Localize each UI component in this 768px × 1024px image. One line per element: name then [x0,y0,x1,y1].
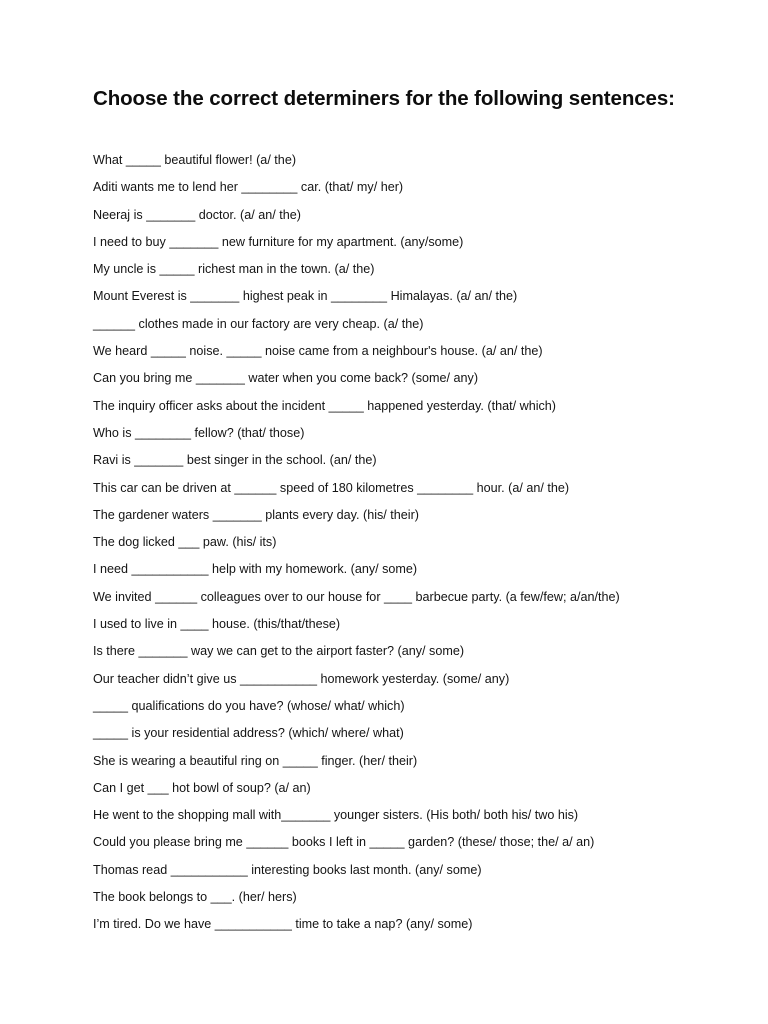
question-item: The book belongs to ___. (her/ hers) [93,890,297,905]
question-item: _____ qualifications do you have? (whose/ what/ which) [93,698,405,713]
question-item: I need to buy _______ new furniture for my apartment. (any/some) [93,234,464,249]
worksheet-title: Choose the correct determiners for the following sentences: [93,87,675,110]
question-item: Is there _______ way we can get to the airport faster? (any/ some) [93,644,465,659]
question-item: ______ clothes made in our factory are very cheap. (a/ the) [93,316,424,331]
question-item: This car can be driven at ______ speed of 180 kilometres ________ hour. (a/ an/ the) [93,480,570,495]
question-item: She is wearing a beautiful ring on _____ finger. (her/ their) [93,753,418,768]
question-item: We invited ______ colleagues over to our house for ____ barbecue party. (a few/few; a/an/the) [93,589,620,604]
question-item: I used to live in ____ house. (this/that/these) [93,617,341,632]
question-item: I’m tired. Do we have ___________ time to take a nap? (any/ some) [93,917,473,932]
question-item: The inquiry officer asks about the incident _____ happened yesterday. (that/ which) [93,398,556,413]
question-item: Can you bring me _______ water when you come back? (some/ any) [93,371,479,386]
question-item: Could you please bring me ______ books I left in _____ garden? (these/ those; the/ a/ an) [93,835,595,850]
question-item: We heard _____ noise. _____ noise came from a neighbour's house. (a/ an/ the) [93,344,543,359]
question-item: Aditi wants me to lend her ________ car. (that/ my/ her) [93,180,404,195]
question-item: What _____ beautiful flower! (a/ the) [93,153,297,167]
question-list [93,151,620,943]
question-item: Thomas read ___________ interesting books last month. (any/ some) [93,862,482,877]
question-item: Mount Everest is _______ highest peak in ________ Himalayas. (a/ an/ the) [93,289,518,304]
question-item: Ravi is _______ best singer in the school. (an/ the) [93,453,377,468]
question-item: Can I get ___ hot bowl of soup? (a/ an) [93,780,311,795]
question-item: The dog licked ___ paw. (his/ its) [93,535,277,550]
question-item: _____ is your residential address? (which/ where/ what) [93,726,404,741]
question-item: Our teacher didn’t give us ___________ homework yesterday. (some/ any) [93,671,510,686]
question-item: Who is ________ fellow? (that/ those) [93,425,305,440]
question-item: My uncle is _____ richest man in the town. (a/ the) [93,262,375,277]
question-item: The gardener waters _______ plants every day. (his/ their) [93,507,419,522]
question-item: Neeraj is _______ doctor. (a/ an/ the) [93,207,301,222]
question-item: I need ___________ help with my homework. (any/ some) [93,562,418,577]
question-item: He went to the shopping mall with_______ younger sisters. (His both/ both his/ two his) [93,808,579,823]
